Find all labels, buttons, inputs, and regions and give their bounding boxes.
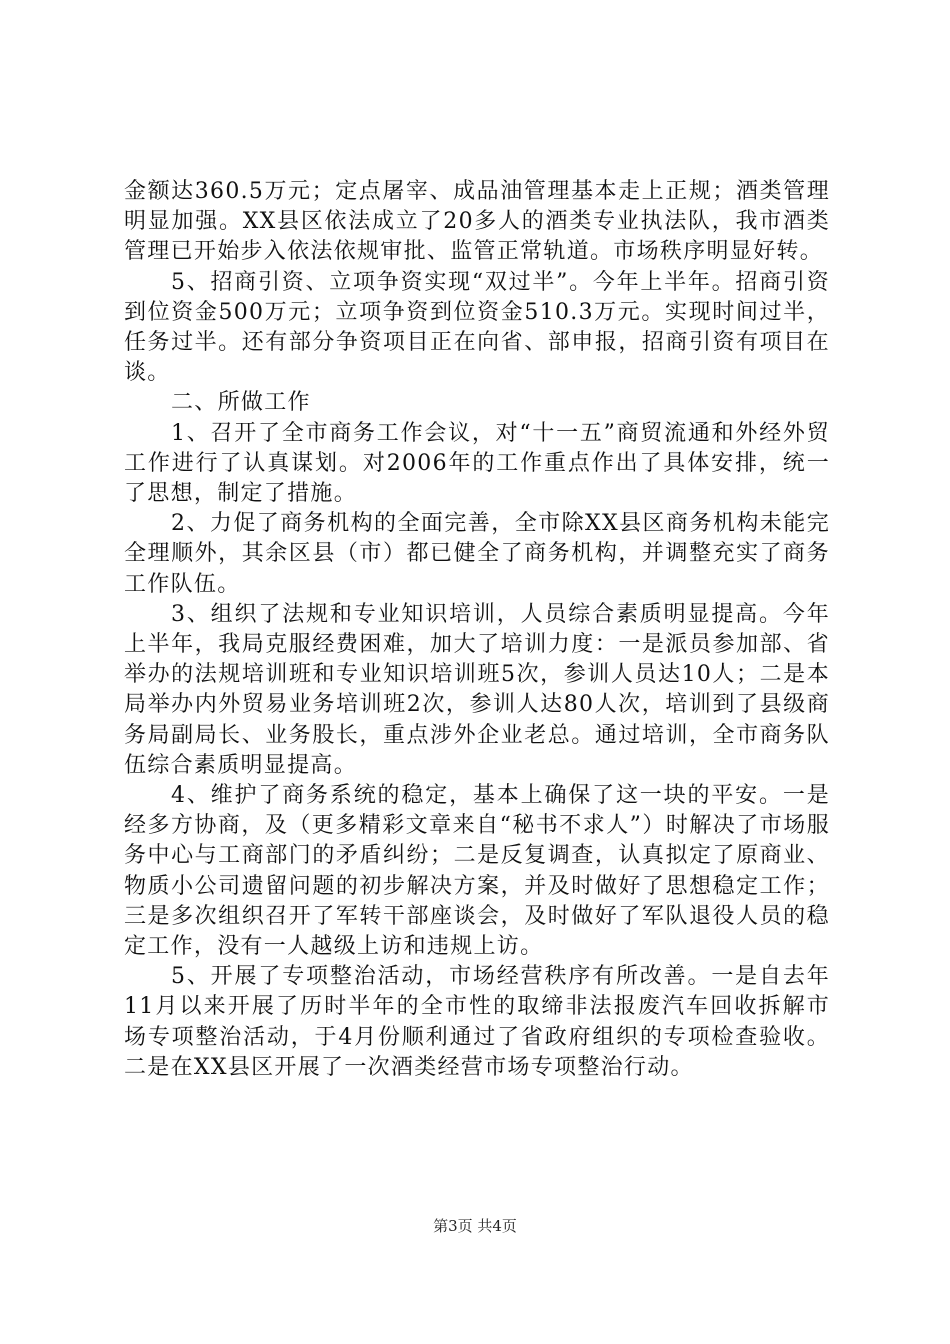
paragraph-organization: 2、力促了商务机构的全面完善，全市除XX县区商务机构未能完全理顺外，其余区县（市）都已健全了商务机构，并调整充实了商务工作队伍。: [124, 511, 830, 597]
paragraph-training: 3、组织了法规和专业知识培训，人员综合素质明显提高。今年上半年，我局克服经费困难，加大了培训力度：一是派员参加部、省举办的法规培训班和专业知识培训班5次，参训人员达10人；二是本局举办内外贸易业务培训班2次，参训人达80人次，培训到了县级商务局副局长、业务股长，重点涉外企业老总。通过培训，全市商务队伍综合素质明显提高。: [124, 601, 830, 778]
paragraph-meeting: 1、召开了全市商务工作会议，对“十一五”商贸流通和外经外贸工作进行了认真谋划。对2006年的工作重点作出了具体安排，统一了思想，制定了措施。: [124, 420, 830, 507]
paragraph-rectification: 5、开展了专项整治活动，市场经营秩序有所改善。一是自去年11月以来开展了历时半年的全市性的取缔非法报废汽车回收拆解市场专项整治活动，于4月份顺利通过了省政府组织的专项检查验收。二是在XX县区开展了一次酒类经营市场专项整治行动。: [124, 964, 830, 1080]
document-body: [124, 177, 830, 1083]
section-heading-work-done: 二、所做工作: [171, 390, 311, 416]
paragraph-investment: 5、招商引资、立项争资实现“双过半”。今年上半年。招商引资到位资金500万元；立项争资到位资金510.3万元。实现时间过半，任务过半。还有部分争资项目正在向省、部申报，招商引资有项目在谈。: [124, 269, 830, 386]
page-number-footer: 第3页 共4页: [433, 1217, 517, 1235]
paragraph-continued: 金额达360.5万元；定点屠宰、成品油管理基本走上正规；酒类管理明显加强。XX县区依法成立了20多人的酒类专业执法队，我市酒类管理已开始步入依法依规审批、监管正常轨道。市场秩序明显好转。: [124, 179, 830, 265]
paragraph-stability: 4、维护了商务系统的稳定，基本上确保了这一块的平安。一是经多方协商，及（更多精彩文章来自“秘书不求人”）时解决了市场服务中心与工商部门的矛盾纠纷；二是反复调查，认真拟定了原商业、物质小公司遗留问题的初步解决方案，并及时做好了思想稳定工作；三是多次组织召开了军转干部座谈会，及时做好了军队退役人员的稳定工作，没有一人越级上访和违规上访。: [124, 783, 830, 960]
